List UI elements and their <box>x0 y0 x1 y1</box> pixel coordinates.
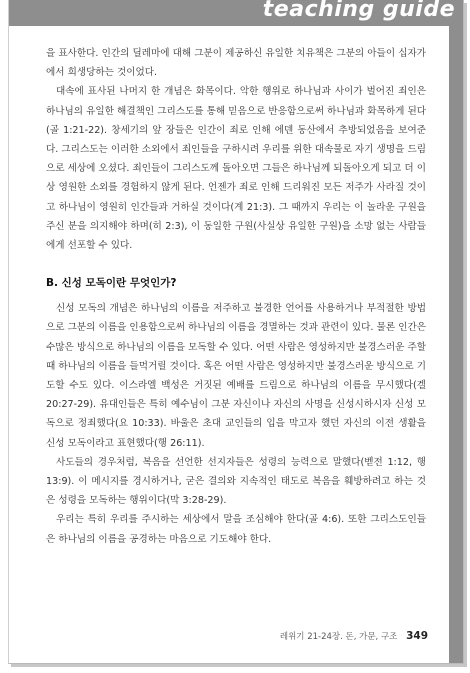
paragraph: 대속에 표사된 나머지 한 개념은 화목이다. 악한 행위로 하나님과 사이가 벌어진 죄인은 하나님의 유일한 해결책인 그리스도를 통해 믿음으로 반응함으로써 하나님과 화목하게 된다(골 1:21-22). 창세기의 앞 장들은 인간이 죄로 인해 에덴 동산에서 추방되었음을 보여준다. 그리스도는 이러한 소외에서 죄인들을 구하시려 우리를 위한 대속물로 자기 생명을 드림으로 세상에 오셨다. 죄인들이 그리스도께 돌아오면 그들은 하나님께 되돌아오게 되고 더 이상 영원한 소외를 경험하지 않게 된다. 언젠가 죄로 인해 드리워진 모든 저주가 사라질 것이고 하나님이 영원히 인간들과 거하실 것이다(계 21:3). 그 때까지 우리는 이 놀라운 구원을 주신 분을 의지해야 하며(히 2:3), 이 동일한 구원(사실상 유일한 구원)을 소망 없는 사람들에게 선포할 수 있다. <box>46 86 426 252</box>
paragraph: 사도들의 경우처럼, 복음을 선언한 선지자들은 성령의 능력으로 말했다(벧전 1:12, 행 13:9). 이 메시지를 경시하거나, 굳은 결의와 지속적인 태도로 복음을 훼방하려고 하는 것은 성령을 모독하는 행위이다(막 3:28-29). <box>46 456 426 507</box>
side-band <box>449 26 463 663</box>
running-title: 레위기 21-24장. 돈, 가문, 구조 <box>279 632 398 642</box>
page-number: 349 <box>406 630 428 642</box>
paragraph: 신성 모독의 개념은 하나님의 이름을 저주하고 불경한 언어를 사용하거나 부적절한 방법으로 그분의 이름을 인용함으로써 하나님의 이름을 경멸하는 것과 관련이 있다. 물론 인간은 수많은 방식으로 하나님의 이름을 모독할 수 있다. 어떤 사람은 영성하지만 불경스러운 주할 때 하나님의 이름을 들먹거릴 것이다. 혹은 어떤 사람은 영성하지만 불경스러운 방식으로 기도할 수도 있다. 이스라엘 백성은 거짓된 예배를 드림으로 하나님의 이름을 무시했다(겔 20:27-29). 유대인들은 특히 예수님이 그분 자신이나 자신의 사명을 신성시하시자 신성 모독으로 정죄했다(요 10:33). 바울은 초대 교인들의 입을 막고자 했던 자신의 이전 생활을 신성 모독이라고 표현했다(행 26:11). <box>46 303 426 449</box>
section-gap <box>46 255 426 273</box>
paragraph: 우리는 특히 우리를 주시하는 세상에서 말을 조심해야 한다(골 4:6). 또한 그리스도인들은 하나님의 이름을 공경하는 마음으로 기도해야 한다. <box>46 514 426 545</box>
section-heading: B. 신성 모독이란 무엇인가? <box>46 277 177 290</box>
paragraph: 을 표사한다. 인간의 딜레마에 대해 그분이 제공하신 유일한 치유책은 그분의 아들이 십자가에서 희생당하는 것이었다. <box>46 48 426 79</box>
header-title: teaching guide <box>262 0 455 22</box>
page-footer <box>280 630 428 642</box>
header-band <box>9 0 463 26</box>
body-text <box>46 44 426 549</box>
